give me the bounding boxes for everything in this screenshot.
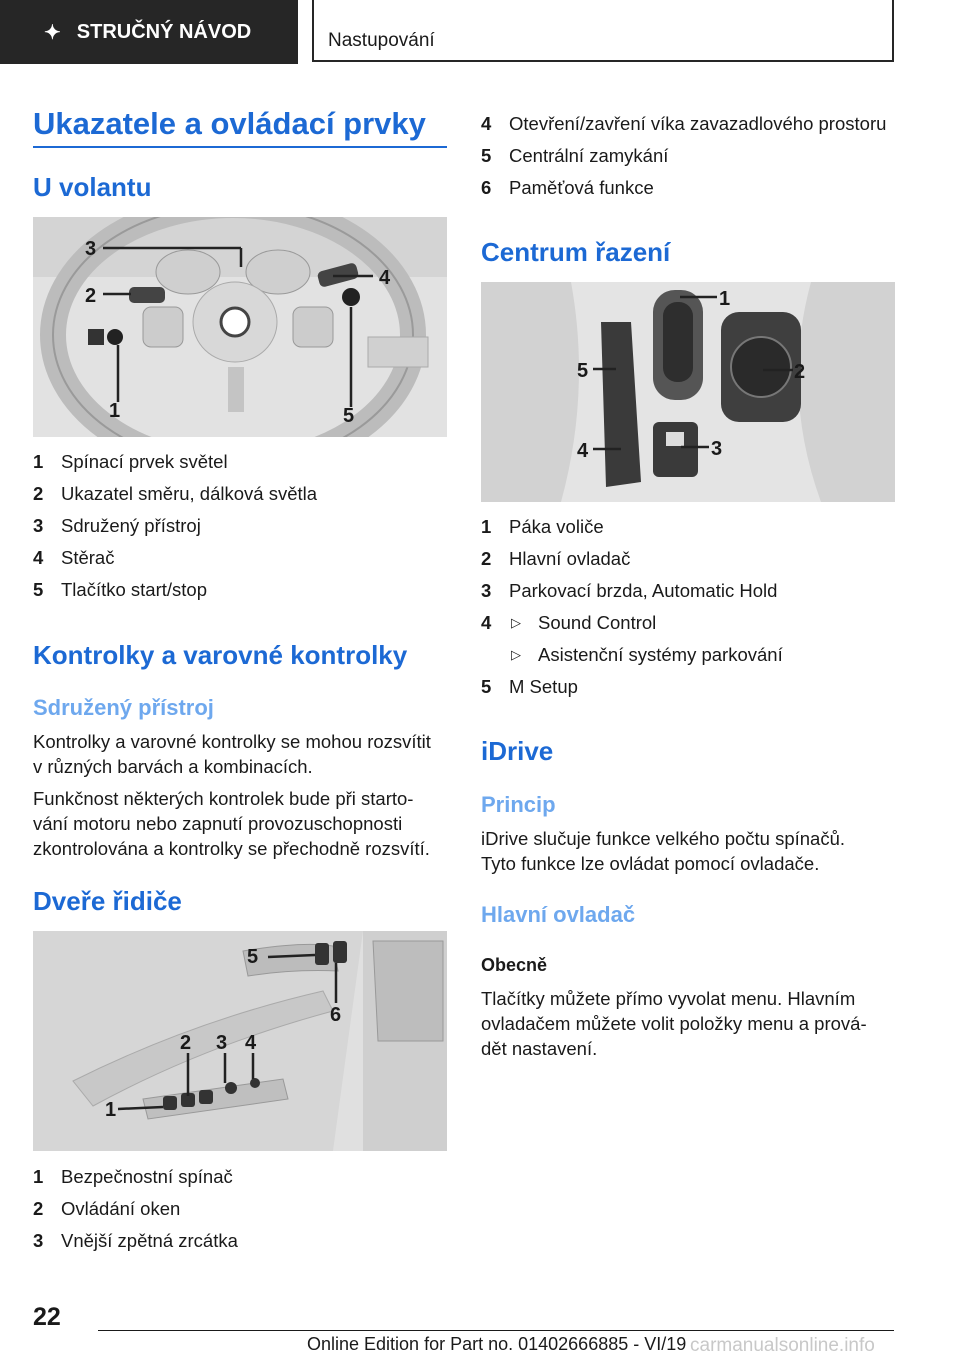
page-title: Ukazatele a ovládací prvky (33, 106, 426, 141)
steering-callout-5: 5 (343, 405, 355, 427)
section-tab-label: STRUČNÝ NÁVOD (76, 20, 252, 43)
door-legend (33, 1164, 447, 1260)
title-rule (33, 146, 447, 148)
door-heading: Dveře řidiče (33, 886, 182, 916)
list-item: 4 Otevření/zavření víka zavazadlového prostoru (481, 113, 887, 134)
console-callout-2: 2 (794, 361, 806, 383)
watermark: carmanualsonline.info (690, 1335, 875, 1356)
steering-callout-1: 1 (109, 400, 121, 422)
list-item: 4 Stěrač (33, 547, 115, 568)
list-item: 2 Ukazatel směru, dálková světla (33, 483, 318, 504)
controller-subheading: Hlavní ovladač (481, 902, 636, 927)
list-item: 4 ▷ Sound Control (481, 610, 895, 642)
instrument-cluster-subheading: Sdružený přístroj (33, 695, 214, 720)
list-item: 5 Tlačítko start/stop (33, 579, 207, 600)
steering-wheel-photo (33, 217, 447, 437)
section-tab (0, 0, 298, 64)
edition-note: Online Edition for Part no. 01402666885 - VI/19 (307, 1334, 687, 1354)
door-callout-4: 4 (245, 1032, 257, 1054)
bullet-triangle-icon: ▷ (511, 647, 521, 662)
console-callout-4: 4 (577, 440, 589, 462)
list-item: 1 Bezpečnostní spínač (33, 1166, 233, 1187)
idrive-heading: iDrive (481, 736, 554, 766)
list-item: 2 Ovládání oken (33, 1198, 181, 1219)
warnings-heading: Kontrolky a varovné kontrolky (33, 640, 408, 670)
steering-callout-3: 3 (85, 238, 97, 260)
door-legend-continued (481, 111, 895, 207)
console-callout-1: 1 (719, 288, 731, 310)
bullet-triangle-icon: ▷ (511, 615, 521, 630)
warnings-paragraph-2: Funkčnost některých kontrolek bude při starto‐ vání motoru nebo zapnutí provozuschopnosti zkontrolována a kontrolky se přechodně rozsvítí. (33, 788, 430, 859)
steering-callout-4: 4 (379, 267, 391, 289)
console-callout-5: 5 (577, 360, 589, 382)
list-item: 3 Vnější zpětná zrcátka (33, 1230, 238, 1251)
door-callout-2: 2 (180, 1032, 192, 1054)
principle-subheading: Princip (481, 792, 556, 817)
center-console-photo (481, 282, 895, 502)
console-callout-3: 3 (711, 438, 723, 460)
door-callout-6: 6 (330, 1004, 342, 1026)
chapter-title: Nastupování (328, 30, 435, 51)
driver-door-photo (33, 931, 447, 1151)
list-item: 5 M Setup (481, 676, 578, 697)
steering-heading: U volantu (33, 172, 152, 202)
quick-guide-icon: ✦ (44, 21, 61, 44)
list-item: 1 Spínací prvek světel (33, 451, 228, 472)
list-item: 1 Páka voliče (481, 516, 604, 537)
general-paragraph: Tlačítky můžete přímo vyvolat menu. Hlavním ovladačem můžete volit položky menu a prová‐ dět nastavení. (481, 988, 867, 1059)
page-number: 22 (33, 1303, 61, 1331)
warnings-paragraph-1: Kontrolky a varovné kontrolky se mohou rozsvítit v různých barvách a kombinacích. (33, 731, 431, 777)
list-item: 3 Sdružený přístroj (33, 515, 201, 536)
list-item: 3 Parkovací brzda, Automatic Hold (481, 580, 778, 601)
chapter-header (312, 0, 894, 62)
list-item: 6 Paměťová funkce (481, 177, 654, 198)
steering-legend (33, 449, 447, 609)
console-heading: Centrum řazení (481, 237, 671, 267)
door-callout-3: 3 (216, 1032, 228, 1054)
console-legend (481, 514, 895, 706)
list-item: 5 Centrální zamykání (481, 145, 669, 166)
principle-paragraph: iDrive slučuje funkce velkého počtu spínačů. Tyto funkce lze ovládat pomocí ovladače. (481, 828, 846, 874)
steering-callout-2: 2 (85, 285, 97, 307)
list-item: 2 Hlavní ovladač (481, 548, 631, 569)
door-callout-1: 1 (105, 1099, 117, 1121)
general-heading: Obecně (481, 955, 548, 975)
door-callout-5: 5 (247, 946, 259, 968)
list-item: ▷ Asistenční systémy parkování (481, 642, 895, 674)
footer-rule (98, 1330, 894, 1331)
